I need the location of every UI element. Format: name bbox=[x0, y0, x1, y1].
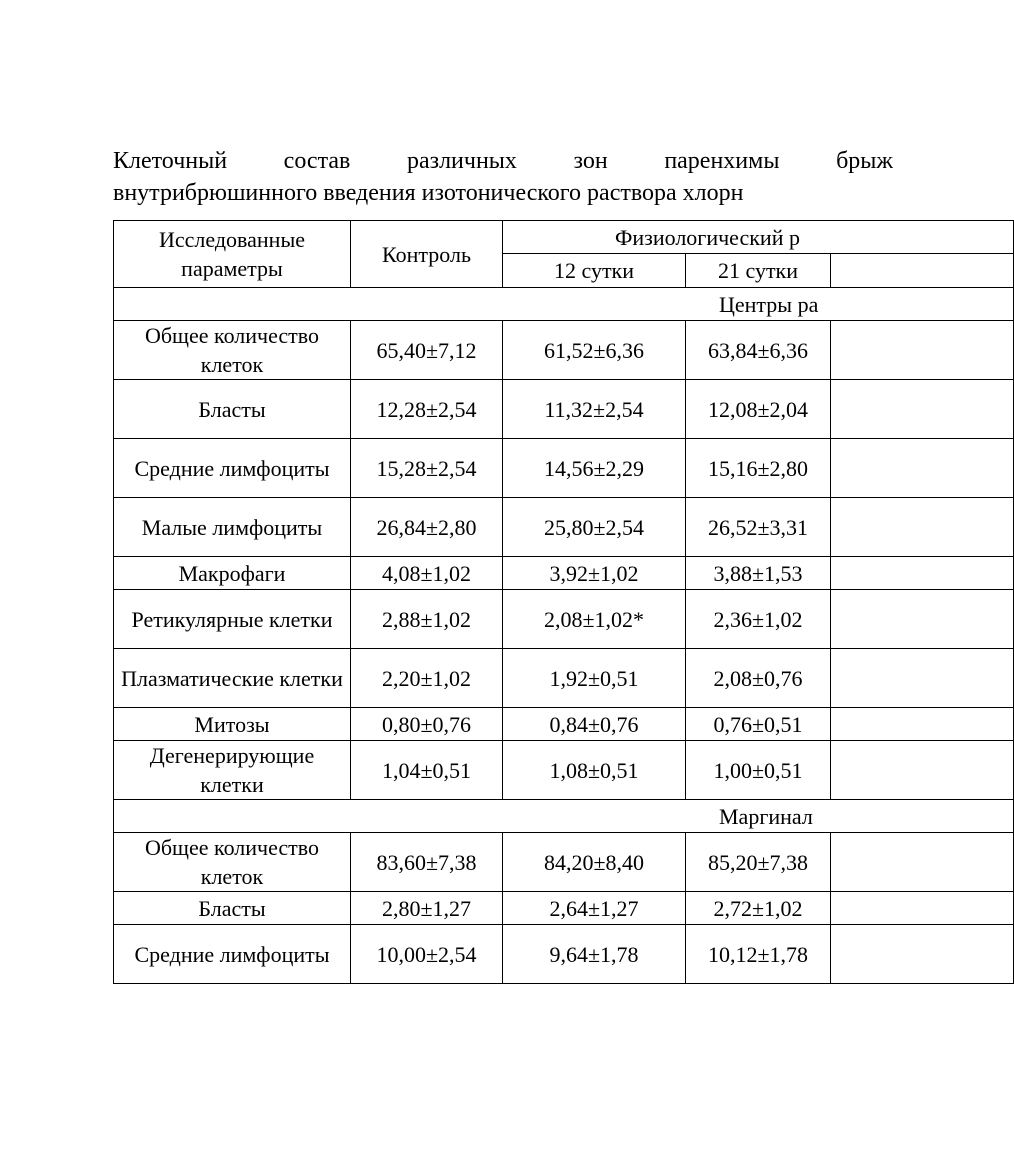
table-row bbox=[114, 590, 1014, 649]
table-row bbox=[114, 833, 1014, 892]
table-row bbox=[114, 557, 1014, 590]
cell-control: 2,80±1,27 bbox=[351, 892, 503, 925]
cell-control: 83,60±7,38 bbox=[351, 833, 503, 892]
table-row bbox=[114, 925, 1014, 984]
cell-d21: 63,84±6,36 bbox=[686, 321, 831, 380]
cell-d12: 25,80±2,54 bbox=[503, 498, 686, 557]
cell-extra bbox=[831, 833, 1014, 892]
cell-extra bbox=[831, 649, 1014, 708]
cell-extra bbox=[831, 498, 1014, 557]
cell-control: 2,88±1,02 bbox=[351, 590, 503, 649]
table-row bbox=[114, 649, 1014, 708]
cell-d12: 0,84±0,76 bbox=[503, 708, 686, 741]
cell-d21: 85,20±7,38 bbox=[686, 833, 831, 892]
caption-word: паренхимы bbox=[664, 148, 780, 174]
cell-d21: 12,08±2,04 bbox=[686, 380, 831, 439]
cell-d21: 2,36±1,02 bbox=[686, 590, 831, 649]
cell-d21: 15,16±2,80 bbox=[686, 439, 831, 498]
table-row bbox=[114, 892, 1014, 925]
cell-extra bbox=[831, 708, 1014, 741]
cell-extra bbox=[831, 892, 1014, 925]
cell-d12: 61,52±6,36 bbox=[503, 321, 686, 380]
cell-control: 2,20±1,02 bbox=[351, 649, 503, 708]
cell-d12: 11,32±2,54 bbox=[503, 380, 686, 439]
table-row bbox=[114, 741, 1014, 800]
section-title: Центры ра bbox=[114, 288, 1014, 321]
cell-param: Плазматические клетки bbox=[114, 649, 351, 708]
cell-control: 1,04±0,51 bbox=[351, 741, 503, 800]
cell-param: Общее количество клеток bbox=[114, 321, 351, 380]
cell-d12: 2,08±1,02* bbox=[503, 590, 686, 649]
header-day12: 12 сутки bbox=[503, 254, 686, 288]
cell-extra bbox=[831, 590, 1014, 649]
caption-word: зон bbox=[573, 148, 608, 174]
cell-d12: 9,64±1,78 bbox=[503, 925, 686, 984]
caption-word: брыж bbox=[836, 148, 893, 174]
cell-control: 12,28±2,54 bbox=[351, 380, 503, 439]
table-container bbox=[113, 220, 873, 984]
cell-extra bbox=[831, 557, 1014, 590]
cell-control: 26,84±2,80 bbox=[351, 498, 503, 557]
cell-param: Малые лимфоциты bbox=[114, 498, 351, 557]
cell-extra bbox=[831, 439, 1014, 498]
cell-param: Митозы bbox=[114, 708, 351, 741]
cell-d21: 26,52±3,31 bbox=[686, 498, 831, 557]
caption-line-2: внутрибрюшинного введения изотонического раствора хлорн bbox=[113, 180, 744, 206]
cell-param: Дегенерирующие клетки bbox=[114, 741, 351, 800]
table-row bbox=[114, 498, 1014, 557]
cell-param: Макрофаги bbox=[114, 557, 351, 590]
header-params: Исследованные параметры bbox=[114, 221, 351, 288]
cell-d12: 2,64±1,27 bbox=[503, 892, 686, 925]
cell-control: 0,80±0,76 bbox=[351, 708, 503, 741]
table-row bbox=[114, 321, 1014, 380]
section-row bbox=[114, 800, 1014, 833]
table-body bbox=[114, 288, 1014, 984]
cell-d21: 3,88±1,53 bbox=[686, 557, 831, 590]
cell-extra bbox=[831, 925, 1014, 984]
cell-param: Бласты bbox=[114, 380, 351, 439]
caption-word: состав bbox=[283, 148, 351, 174]
section-title: Маргинал bbox=[114, 800, 1014, 833]
cell-param: Общее количество клеток bbox=[114, 833, 351, 892]
cell-control: 10,00±2,54 bbox=[351, 925, 503, 984]
table-row bbox=[114, 439, 1014, 498]
header-group: Физиологический р bbox=[503, 221, 1014, 254]
cell-control: 4,08±1,02 bbox=[351, 557, 503, 590]
cell-d21: 10,12±1,78 bbox=[686, 925, 831, 984]
caption-line-1 bbox=[113, 145, 893, 177]
cell-d12: 14,56±2,29 bbox=[503, 439, 686, 498]
caption-word: Клеточный bbox=[113, 148, 228, 174]
cell-extra bbox=[831, 321, 1014, 380]
cell-param: Бласты bbox=[114, 892, 351, 925]
cell-param: Ретикулярные клетки bbox=[114, 590, 351, 649]
table-caption bbox=[113, 145, 893, 209]
cell-d12: 84,20±8,40 bbox=[503, 833, 686, 892]
cell-d12: 1,08±0,51 bbox=[503, 741, 686, 800]
section-row bbox=[114, 288, 1014, 321]
data-table bbox=[113, 220, 1014, 984]
cell-d21: 0,76±0,51 bbox=[686, 708, 831, 741]
cell-d12: 3,92±1,02 bbox=[503, 557, 686, 590]
table-row bbox=[114, 708, 1014, 741]
cell-param: Средние лимфоциты bbox=[114, 925, 351, 984]
header-row bbox=[114, 221, 1014, 254]
header-day21: 21 сутки bbox=[686, 254, 831, 288]
header-extra bbox=[831, 254, 1014, 288]
cell-control: 15,28±2,54 bbox=[351, 439, 503, 498]
caption-word: различных bbox=[406, 148, 517, 174]
cell-param: Средние лимфоциты bbox=[114, 439, 351, 498]
cell-extra bbox=[831, 380, 1014, 439]
cell-d12: 1,92±0,51 bbox=[503, 649, 686, 708]
table-row bbox=[114, 380, 1014, 439]
cell-d21: 2,72±1,02 bbox=[686, 892, 831, 925]
cell-control: 65,40±7,12 bbox=[351, 321, 503, 380]
cell-d21: 1,00±0,51 bbox=[686, 741, 831, 800]
cell-extra bbox=[831, 741, 1014, 800]
cell-d21: 2,08±0,76 bbox=[686, 649, 831, 708]
header-control: Контроль bbox=[351, 221, 503, 288]
